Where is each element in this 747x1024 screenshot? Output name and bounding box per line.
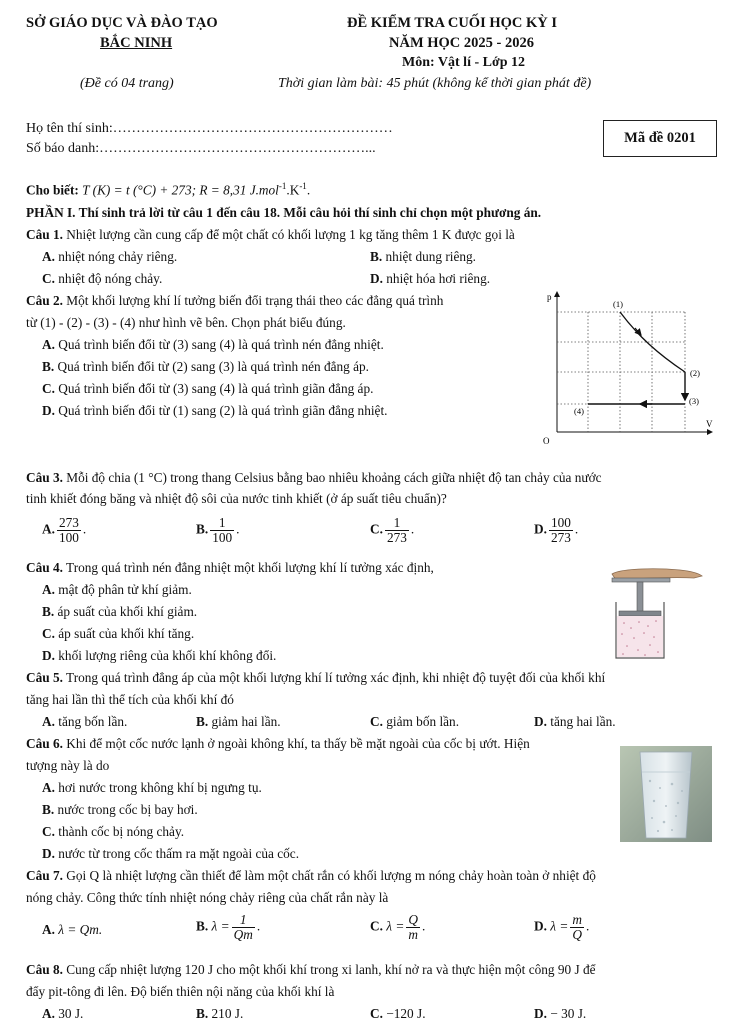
q5-option-c[interactable]: C. giảm bốn lần. <box>370 714 460 729</box>
province-name: BẮC NINH <box>100 35 173 51</box>
question-8: Câu 8. Cung cấp nhiệt lượng 120 J cho một khối khí trong xi lanh, khí nở ra và thực hiện một công 90 J để <box>26 962 596 977</box>
q3-option-a[interactable]: A. $\frac{273}{100}$ . <box>42 515 87 545</box>
piston-cylinder-illustration <box>598 566 710 662</box>
q4-option-b[interactable]: B. áp suất của khối khí giảm. <box>42 604 198 619</box>
q3-option-d[interactable]: D. $\frac{100}{273}$ . <box>534 515 579 545</box>
q8-option-c[interactable]: C. −120 J. <box>370 1006 426 1021</box>
state-4-label: (4) <box>574 406 584 416</box>
q1-option-b[interactable]: B. nhiệt dung riêng. <box>370 249 477 264</box>
q5-option-d[interactable]: D. tăng hai lần. <box>534 714 616 729</box>
q7-option-a[interactable]: A. λ = Qm. <box>42 922 103 937</box>
q2-option-a[interactable]: A. Quá trình biến đổi từ (3) sang (4) là quá trình nén đẳng nhiệt. <box>42 337 384 352</box>
student-id-field: Số báo danh:…………………………………………………... <box>26 141 376 156</box>
question-6-line2: tượng này là do <box>26 758 110 773</box>
q2-option-b[interactable]: B. Quá trình biến đổi từ (2) sang (3) là quá trình nén đẳng áp. <box>42 359 370 374</box>
q4-option-d[interactable]: D. khối lượng riêng của khối khí không đổi. <box>42 648 277 663</box>
state-3-label: (3) <box>689 396 699 406</box>
q6-option-c[interactable]: C. thành cốc bị nóng chảy. <box>42 824 185 839</box>
q4-option-c[interactable]: C. áp suất của khối khí tăng. <box>42 626 195 641</box>
q6-option-a[interactable]: A. hơi nước trong không khí bị ngưng tụ. <box>42 780 262 795</box>
state-1-label: (1) <box>613 299 623 309</box>
q1-option-c[interactable]: C. nhiệt độ nóng chảy. <box>42 271 163 286</box>
question-5-line2: tăng hai lần thì thể tích của khối khí đó <box>26 692 234 707</box>
q8-option-a[interactable]: A. 30 J. <box>42 1006 84 1021</box>
question-2-line2: từ (1) - (2) - (3) - (4) như hình vẽ bên. Chọn phát biểu đúng. <box>26 315 346 330</box>
exam-code: Mã đề 0201 <box>603 120 717 157</box>
question-6: Câu 6. Khi để một cốc nước lạnh ở ngoài không khí, ta thấy bề mặt ngoài của cốc bị ướt. Hiện <box>26 736 530 751</box>
part-1-heading: PHẦN I. Thí sinh trả lời từ câu 1 đến câu 18. Mỗi câu hỏi thí sinh chỉ chọn một phương án. <box>26 205 542 220</box>
q6-option-b[interactable]: B. nước trong cốc bị bay hơi. <box>42 802 198 817</box>
v-axis-label: V <box>706 419 713 429</box>
q5-option-a[interactable]: A. tăng bốn lần. <box>42 714 128 729</box>
exam-title: ĐỀ KIỂM TRA CUỐI HỌC KỲ I <box>347 15 558 31</box>
question-3-line2: tinh khiết đóng băng và nhiệt độ sôi của nước tinh khiết (ở áp suất tiêu chuẩn)? <box>26 491 447 506</box>
school-year: NĂM HỌC 2025 - 2026 <box>389 35 534 51</box>
given-constants: Cho biết: T (K) = t (°C) + 273; R = 8,31 $J.mol^{-1}.K^{-1}$. <box>26 181 311 198</box>
question-5: Câu 5. Trong quá trình đẳng áp của một khối lượng khí lí tưởng xác định, khi nhiệt độ tuyệt đối của khối khí <box>26 670 606 685</box>
page-count-note: (Đề có 04 trang) <box>80 76 174 91</box>
q6-option-d[interactable]: D. nước từ trong cốc thấm ra mặt ngoài của cốc. <box>42 846 300 861</box>
subject: Môn: Vật lí - Lớp 12 <box>402 55 525 70</box>
question-7: Câu 7. Gọi Q là nhiệt lượng cần thiết để làm một chất rắn có khối lượng m nóng chảy hoàn toàn ở nhiệt độ <box>26 868 596 883</box>
state-2-label: (2) <box>690 368 700 378</box>
q1-option-a[interactable]: A. nhiệt nóng chảy riêng. <box>42 249 178 264</box>
q2-option-d[interactable]: D. Quá trình biến đổi từ (1) sang (2) là quá trình giãn đẳng nhiệt. <box>42 403 388 418</box>
q3-option-b[interactable]: B. $\frac{1}{100}$ . <box>196 515 240 545</box>
p-axis-label: p <box>547 292 552 302</box>
origin-label: O <box>543 436 550 446</box>
q8-option-d[interactable]: D. − 30 J. <box>534 1006 587 1021</box>
q1-option-d[interactable]: D. nhiệt hóa hơi riêng. <box>370 271 491 286</box>
q7-option-d[interactable]: D. λ = $\frac{m}{Q}$ . <box>534 912 590 942</box>
question-1: Câu 1. Nhiệt lượng cần cung cấp để một chất có khối lượng 1 kg tăng thêm 1 K được gọi là <box>26 227 515 242</box>
student-name-field: Họ tên thí sinh:…………………………………………………… <box>26 121 393 136</box>
pv-diagram <box>540 284 720 449</box>
question-8-line2: đẩy pit-tông đi lên. Độ biến thiên nội năng của khối khí là <box>26 984 335 999</box>
q7-option-c[interactable]: C. λ = $\frac{Q}{m}$ . <box>370 912 426 942</box>
department-name: SỞ GIÁO DỤC VÀ ĐÀO TẠO <box>26 15 218 31</box>
q2-option-c[interactable]: C. Quá trình biến đổi từ (3) sang (4) là quá trình giãn đẳng áp. <box>42 381 374 396</box>
cold-glass-photo <box>620 746 712 842</box>
q3-option-c[interactable]: C. $\frac{1}{273}$ . <box>370 515 415 545</box>
q8-option-b[interactable]: B. 210 J. <box>196 1006 244 1021</box>
question-4: Câu 4. Trong quá trình nén đẳng nhiệt một khối lượng khí lí tưởng xác định, <box>26 560 434 575</box>
q7-option-b[interactable]: B. λ = $\frac{1}{Qm}$ . <box>196 912 261 942</box>
time-note: Thời gian làm bài: 45 phút (không kể thời gian phát đề) <box>278 76 592 91</box>
question-3: Câu 3. Mỗi độ chia (1 °C) trong thang Celsius bằng bao nhiêu khoảng cách giữa nhiệt độ tan chảy của nước <box>26 470 602 485</box>
question-2: Câu 2. Một khối lượng khí lí tưởng biến đổi trạng thái theo các đẳng quá trình <box>26 293 444 308</box>
question-7-line2: nóng chảy. Công thức tính nhiệt nóng chảy riêng của chất rắn này là <box>26 890 389 905</box>
q4-option-a[interactable]: A. mật độ phân tử khí giảm. <box>42 582 192 597</box>
q5-option-b[interactable]: B. giảm hai lần. <box>196 714 281 729</box>
